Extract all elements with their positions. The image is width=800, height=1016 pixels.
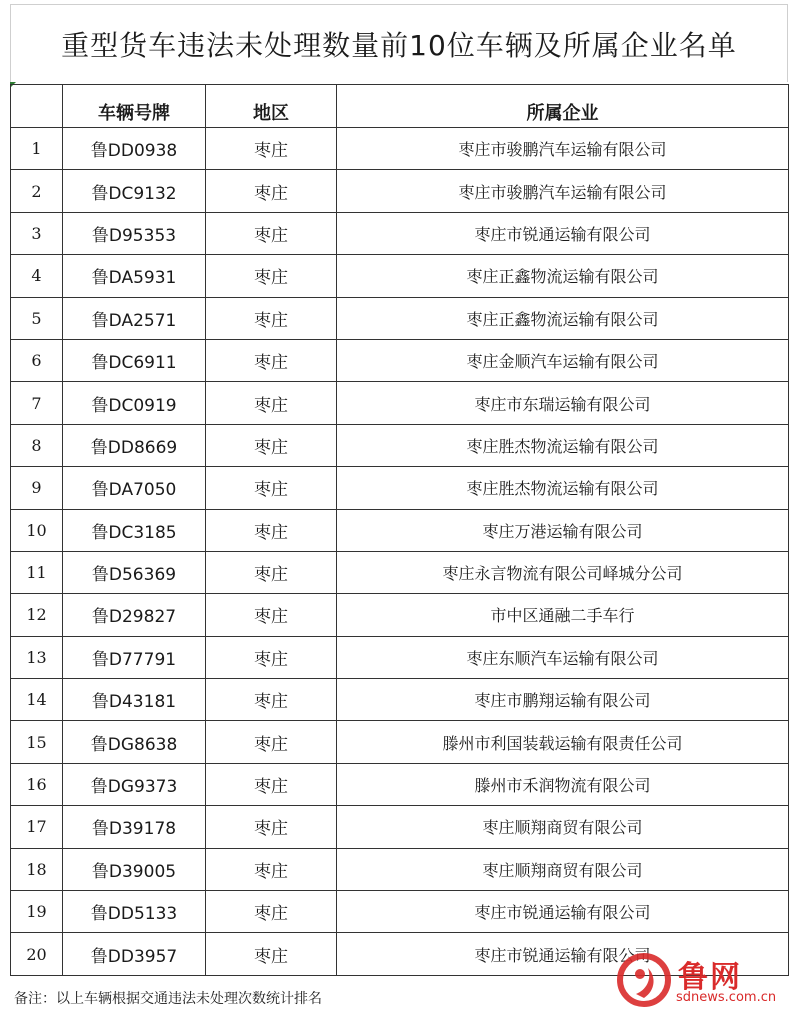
row-company: 枣庄市锐通运输有限公司 xyxy=(337,212,789,254)
table-row xyxy=(11,212,789,254)
table-row xyxy=(11,467,789,509)
row-company: 枣庄市鹏翔运输有限公司 xyxy=(337,679,789,721)
row-index: 19 xyxy=(11,891,63,933)
row-region: 枣庄 xyxy=(206,509,337,551)
row-plate: 鲁DC9132 xyxy=(63,170,206,212)
row-plate: 鲁DA7050 xyxy=(63,467,206,509)
row-region: 枣庄 xyxy=(206,848,337,890)
table-row xyxy=(11,891,789,933)
row-company: 枣庄胜杰物流运输有限公司 xyxy=(337,467,789,509)
table-row xyxy=(11,424,789,466)
row-region: 枣庄 xyxy=(206,255,337,297)
table-header-row xyxy=(11,85,789,128)
row-plate: 鲁D77791 xyxy=(63,636,206,678)
table-row xyxy=(11,679,789,721)
row-region: 枣庄 xyxy=(206,551,337,593)
row-plate: 鲁D29827 xyxy=(63,594,206,636)
row-plate: 鲁DA5931 xyxy=(63,255,206,297)
row-plate: 鲁DG8638 xyxy=(63,721,206,763)
row-plate: 鲁DC3185 xyxy=(63,509,206,551)
row-index: 6 xyxy=(11,339,63,381)
row-company: 滕州市禾润物流有限公司 xyxy=(337,763,789,805)
row-company: 枣庄顺翔商贸有限公司 xyxy=(337,806,789,848)
footnote: 备注：以上车辆根据交通违法未处理次数统计排名 xyxy=(14,991,322,1007)
row-index: 8 xyxy=(11,424,63,466)
row-region: 枣庄 xyxy=(206,339,337,381)
row-region: 枣庄 xyxy=(206,424,337,466)
row-company: 枣庄市锐通运输有限公司 xyxy=(337,933,789,975)
row-company: 枣庄万港运输有限公司 xyxy=(337,509,789,551)
row-plate: 鲁DD8669 xyxy=(63,424,206,466)
row-company: 枣庄东顺汽车运输有限公司 xyxy=(337,636,789,678)
row-plate: 鲁DD0938 xyxy=(63,128,206,170)
row-company: 枣庄金顺汽车运输有限公司 xyxy=(337,339,789,381)
row-region: 枣庄 xyxy=(206,721,337,763)
row-company: 枣庄市东瑞运输有限公司 xyxy=(337,382,789,424)
row-index: 2 xyxy=(11,170,63,212)
row-plate: 鲁D56369 xyxy=(63,551,206,593)
row-index: 4 xyxy=(11,255,63,297)
table-row xyxy=(11,128,789,170)
row-region: 枣庄 xyxy=(206,933,337,975)
row-region: 枣庄 xyxy=(206,382,337,424)
row-company: 滕州市利国装载运输有限责任公司 xyxy=(337,721,789,763)
row-region: 枣庄 xyxy=(206,679,337,721)
row-region: 枣庄 xyxy=(206,297,337,339)
watermark-logo xyxy=(616,950,786,1012)
row-index: 14 xyxy=(11,679,63,721)
row-region: 枣庄 xyxy=(206,806,337,848)
table-row xyxy=(11,551,789,593)
row-region: 枣庄 xyxy=(206,636,337,678)
watermark-url: sdnews.com.cn xyxy=(676,990,777,1005)
row-region: 枣庄 xyxy=(206,212,337,254)
row-index: 17 xyxy=(11,806,63,848)
table-row xyxy=(11,594,789,636)
row-index: 13 xyxy=(11,636,63,678)
vehicle-table xyxy=(10,84,789,976)
row-company: 枣庄顺翔商贸有限公司 xyxy=(337,848,789,890)
table-row xyxy=(11,170,789,212)
row-company: 枣庄胜杰物流运输有限公司 xyxy=(337,424,789,466)
row-plate: 鲁D39005 xyxy=(63,848,206,890)
table-row xyxy=(11,255,789,297)
row-company: 枣庄正鑫物流运输有限公司 xyxy=(337,297,789,339)
row-plate: 鲁DG9373 xyxy=(63,763,206,805)
row-plate: 鲁DD5133 xyxy=(63,891,206,933)
row-plate: 鲁D39178 xyxy=(63,806,206,848)
row-plate: 鲁DA2571 xyxy=(63,297,206,339)
row-region: 枣庄 xyxy=(206,891,337,933)
row-index: 11 xyxy=(11,551,63,593)
row-index: 1 xyxy=(11,128,63,170)
table-row xyxy=(11,806,789,848)
row-region: 枣庄 xyxy=(206,467,337,509)
row-index: 15 xyxy=(11,721,63,763)
table-body xyxy=(11,128,789,976)
row-index: 12 xyxy=(11,594,63,636)
row-region: 枣庄 xyxy=(206,594,337,636)
row-region: 枣庄 xyxy=(206,170,337,212)
row-index: 5 xyxy=(11,297,63,339)
row-index: 7 xyxy=(11,382,63,424)
row-company: 枣庄市骏鹏汽车运输有限公司 xyxy=(337,128,789,170)
table-row xyxy=(11,636,789,678)
table-row xyxy=(11,297,789,339)
row-plate: 鲁DD3957 xyxy=(63,933,206,975)
table-row xyxy=(11,721,789,763)
table-row xyxy=(11,339,789,381)
page-title: 重型货车违法未处理数量前10位车辆及所属企业名单 xyxy=(61,28,737,62)
row-index: 16 xyxy=(11,763,63,805)
row-plate: 鲁D43181 xyxy=(63,679,206,721)
row-company: 市中区通融二手车行 xyxy=(337,594,789,636)
row-index: 10 xyxy=(11,509,63,551)
header-index xyxy=(11,85,63,128)
header-region: 地区 xyxy=(206,85,337,128)
row-company: 枣庄永言物流有限公司峄城分公司 xyxy=(337,551,789,593)
row-index: 18 xyxy=(11,848,63,890)
table-row xyxy=(11,763,789,805)
row-company: 枣庄市骏鹏汽车运输有限公司 xyxy=(337,170,789,212)
header-company: 所属企业 xyxy=(337,85,789,128)
table-row xyxy=(11,848,789,890)
row-plate: 鲁DC0919 xyxy=(63,382,206,424)
row-index: 3 xyxy=(11,212,63,254)
table-row xyxy=(11,382,789,424)
row-region: 枣庄 xyxy=(206,763,337,805)
row-plate: 鲁D95353 xyxy=(63,212,206,254)
row-region: 枣庄 xyxy=(206,128,337,170)
watermark-name: 鲁网 xyxy=(678,960,742,995)
row-company: 枣庄正鑫物流运输有限公司 xyxy=(337,255,789,297)
row-company: 枣庄市锐通运输有限公司 xyxy=(337,891,789,933)
row-plate: 鲁DC6911 xyxy=(63,339,206,381)
title-box xyxy=(10,4,788,82)
header-plate: 车辆号牌 xyxy=(63,85,206,128)
table-row xyxy=(11,509,789,551)
sdnews-logo-icon xyxy=(616,950,672,1010)
row-index: 20 xyxy=(11,933,63,975)
row-index: 9 xyxy=(11,467,63,509)
